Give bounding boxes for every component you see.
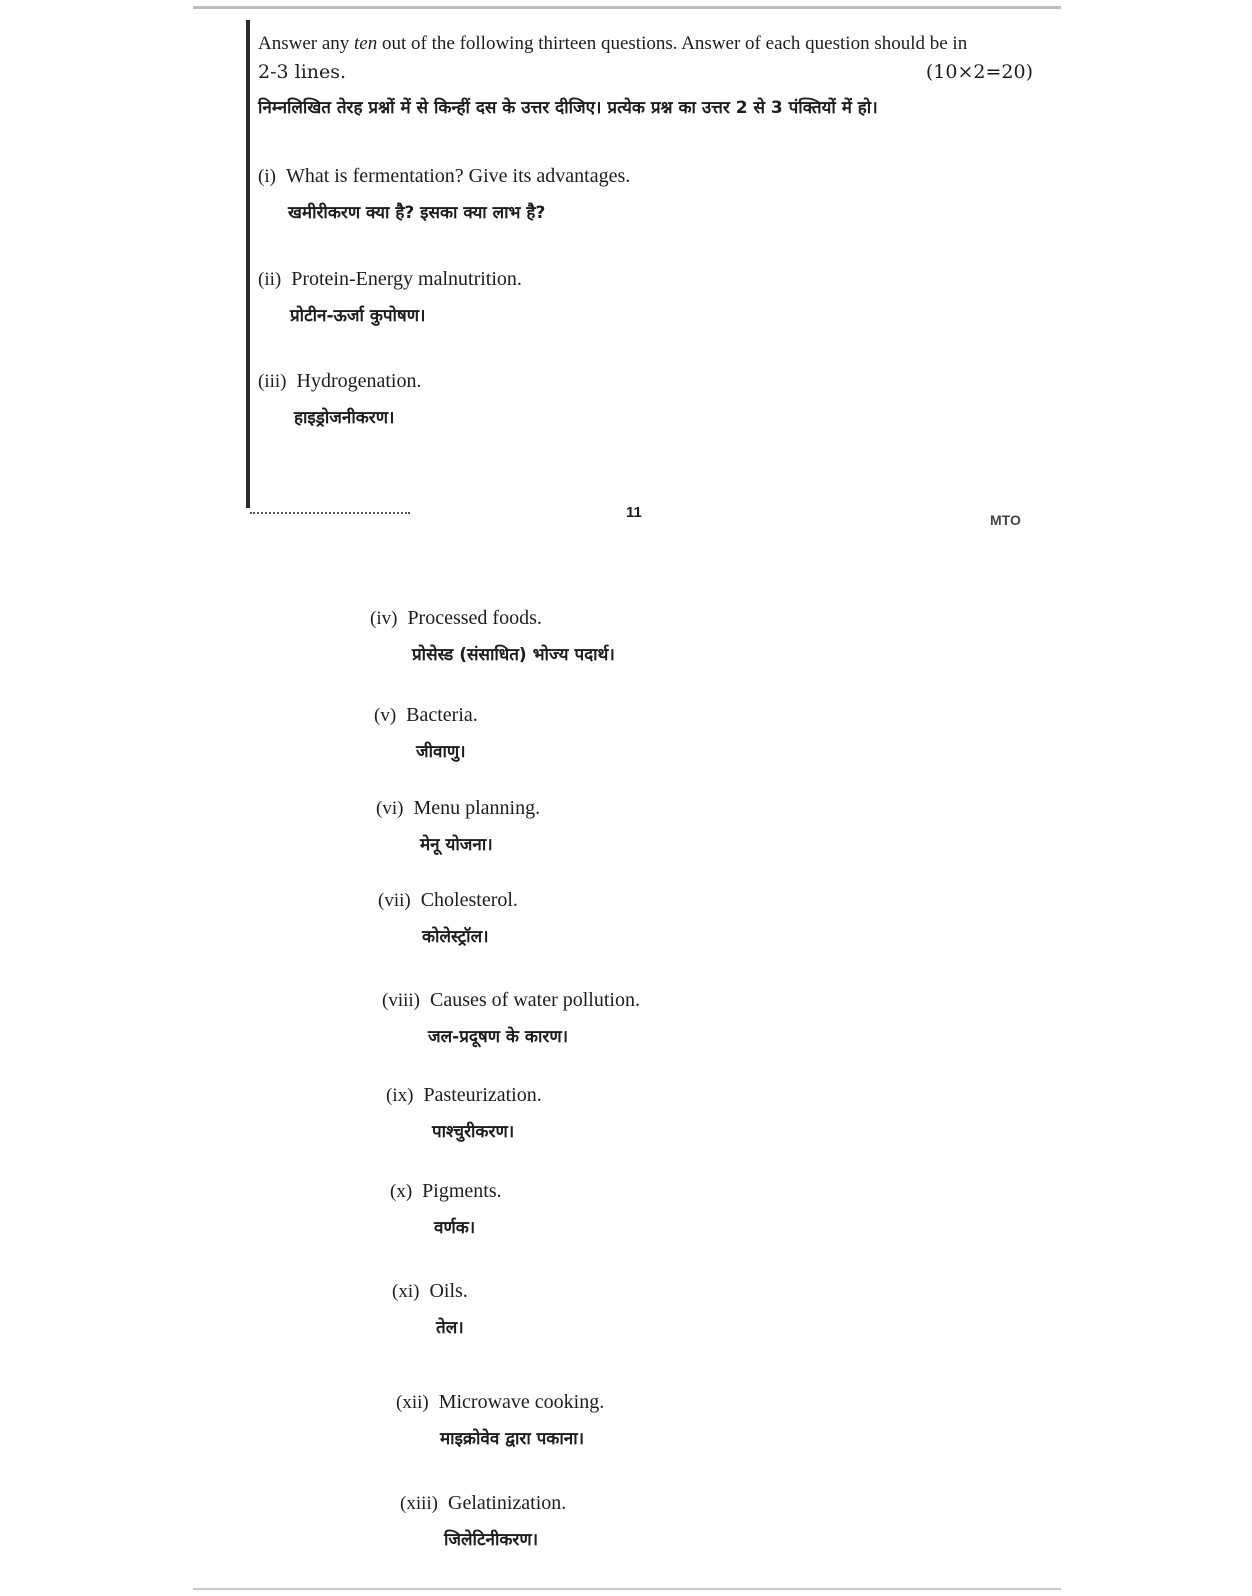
question-hindi: कोलेस्ट्रॉल।	[422, 927, 489, 947]
mto-label: MTO	[990, 512, 1021, 528]
question-6	[376, 797, 540, 855]
question-hindi: पाश्चुरीकरण।	[432, 1122, 515, 1142]
instructions-line2: 2-3 lines.	[258, 61, 347, 83]
question-9	[386, 1084, 542, 1142]
question-number: (ii)	[258, 269, 282, 290]
question-number: (viii)	[382, 990, 420, 1011]
question-11	[392, 1280, 468, 1338]
question-english: Microwave cooking.	[438, 1391, 605, 1413]
question-number: (vi)	[376, 798, 404, 819]
question-english: Menu planning.	[413, 797, 541, 819]
question-12	[396, 1391, 604, 1449]
marks-allocation: (10×2=20)	[925, 61, 1033, 83]
question-3	[258, 370, 421, 428]
question-hindi: जल-प्रदूषण के कारण।	[428, 1027, 569, 1047]
question-hindi: माइक्रोवेव द्वारा पकाना।	[440, 1429, 585, 1449]
question-hindi: जिलेटिनीकरण।	[444, 1530, 539, 1550]
question-10	[390, 1180, 502, 1238]
question-number: (ix)	[386, 1085, 414, 1106]
question-english: Protein-Energy malnutrition.	[291, 268, 522, 290]
question-2	[258, 268, 522, 326]
question-hindi: जीवाणु।	[416, 742, 466, 762]
question-number: (iii)	[258, 371, 287, 392]
question-8	[382, 989, 640, 1047]
question-english: Causes of water pollution.	[430, 989, 640, 1011]
instructions-english: Answer any ten out of the following thirteen questions. Answer of each question should be in	[258, 33, 968, 54]
question-number: (xii)	[396, 1392, 429, 1413]
question-number: (x)	[390, 1181, 413, 1202]
question-english: Oils.	[429, 1280, 468, 1302]
question-5	[374, 704, 478, 762]
instructions	[258, 30, 1033, 122]
question-4	[370, 607, 615, 665]
question-hindi: वर्णक।	[434, 1218, 476, 1238]
question-english: Hydrogenation.	[296, 370, 422, 392]
question-hindi: तेल।	[436, 1318, 464, 1338]
question-number: (v)	[374, 705, 397, 726]
question-english: Processed foods.	[407, 607, 542, 629]
question-hindi: मेनू योजना।	[420, 835, 493, 855]
question-number: (iv)	[370, 608, 398, 629]
footer-rule	[250, 512, 410, 514]
question-7	[378, 889, 518, 947]
question-hindi: प्रोटीन-ऊर्जा कुपोषण।	[290, 306, 426, 326]
question-english: What is fermentation? Give its advantages.	[285, 165, 631, 187]
question-english: Bacteria.	[406, 704, 478, 726]
question-13	[400, 1492, 566, 1550]
question-number: (i)	[258, 166, 276, 187]
bottom-rule	[193, 1588, 1061, 1590]
question-number: (xiii)	[400, 1493, 438, 1514]
question-hindi: खमीरीकरण क्या है? इसका क्या लाभ है?	[288, 203, 546, 223]
question-1	[258, 165, 630, 223]
question-number: (vii)	[378, 890, 411, 911]
page-number: 11	[626, 504, 642, 521]
instructions-hindi: निम्नलिखित तेरह प्रश्नों में से किन्हीं दस के उत्तर दीजिए। प्रत्येक प्रश्न का उत्तर 2 से 3 पंक्तियों में हो।	[258, 98, 878, 118]
margin-rule	[246, 20, 250, 508]
question-english: Cholesterol.	[420, 889, 518, 911]
question-english: Pigments.	[422, 1180, 502, 1202]
question-number: (xi)	[392, 1281, 420, 1302]
question-english: Gelatinization.	[448, 1492, 567, 1514]
question-english: Pasteurization.	[423, 1084, 542, 1106]
question-hindi: प्रोसेस्ड (संसाधित) भोज्य पदार्थ।	[412, 645, 615, 665]
question-hindi: हाइड्रोजनीकरण।	[294, 408, 395, 428]
